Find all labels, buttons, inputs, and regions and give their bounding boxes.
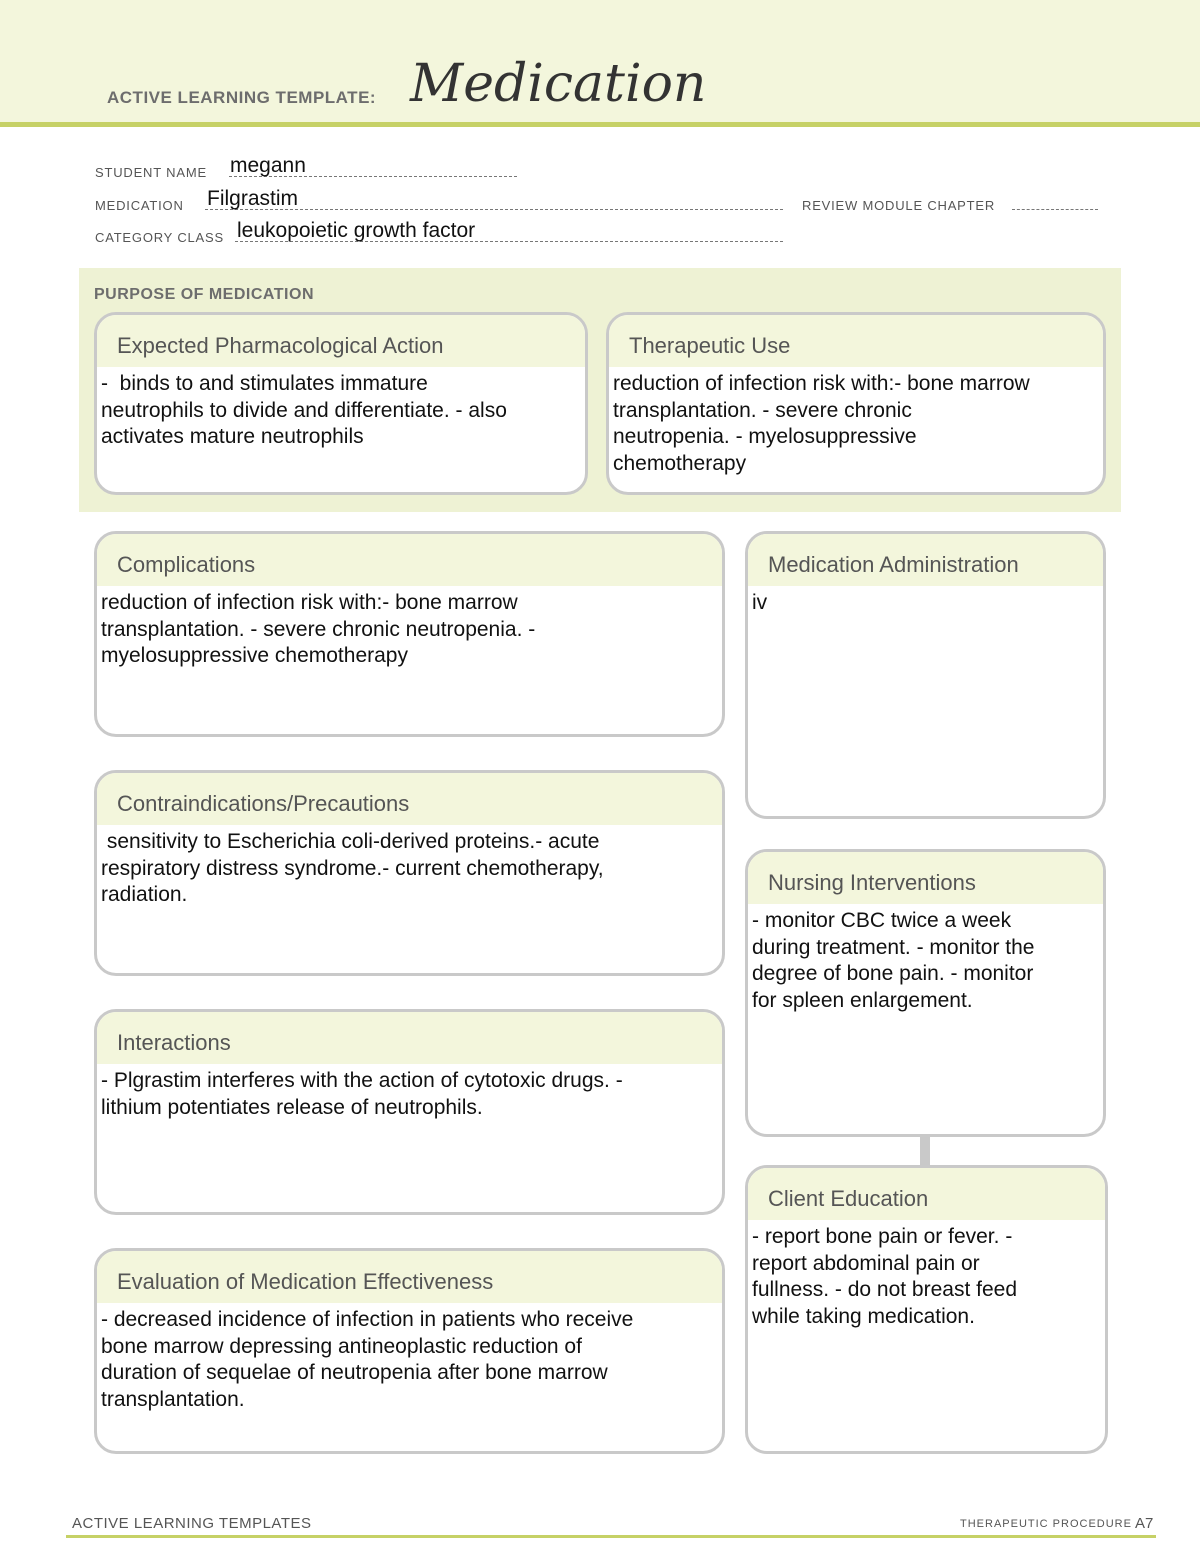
review-module-label: REVIEW MODULE CHAPTER [802,198,996,213]
interactions-box[interactable] [94,1009,725,1215]
nursing-interventions-text: - monitor CBC twice a week during treatment. - monitor the degree of bone pain. - monitor for spleen enlargement. [752,909,1035,1012]
page-title: Medication [410,54,707,114]
therapeutic-use-text: reduction of infection risk with:- bone marrow transplantation. - severe chronic neutropenia. - myelosuppressive chemotherapy [613,372,1030,475]
interactions-text: - Plgrastim interferes with the action of cytotoxic drugs. - lithium potentiates release of neutrophils. [101,1069,623,1119]
administration-text: iv [752,591,768,614]
therapeutic-use-title: Therapeutic Use [609,315,1103,367]
contraindications-title: Contraindications/Precautions [97,773,722,825]
expected-action-box[interactable] [94,312,588,495]
administration-title: Medication Administration [748,534,1103,586]
expected-action-title: Expected Pharmacological Action [97,315,585,367]
footer-divider [66,1535,1156,1538]
interactions-title: Interactions [97,1012,722,1064]
evaluation-text: - decreased incidence of infection in patients who receive bone marrow depressing antineoplastic reduction of duration of sequelae of neutropenia after bone marrow transplantation. [101,1308,634,1411]
student-name-value: megann [230,154,306,177]
review-module-line [1012,209,1098,210]
review-module-field[interactable] [802,193,1100,215]
therapeutic-use-box[interactable] [606,312,1106,495]
evaluation-title: Evaluation of Medication Effectiveness [97,1251,722,1303]
purpose-title: PURPOSE OF MEDICATION [94,286,314,303]
complications-box[interactable] [94,531,725,737]
medication-value: Filgrastim [207,187,299,210]
contraindications-text: sensitivity to Escherichia coli-derived proteins.- acute respiratory distress syndrome.- current chemotherapy, radiation. [101,830,604,906]
contraindications-box[interactable] [94,770,725,976]
evaluation-box[interactable] [94,1248,725,1454]
nursing-interventions-title: Nursing Interventions [748,852,1103,904]
medication-label: MEDICATION [95,198,184,213]
page-number: A7 [1135,1515,1154,1532]
client-education-title: Client Education [748,1168,1105,1220]
student-name-label: STUDENT NAME [95,165,207,180]
client-education-text: - report bone pain or fever. - report abdominal pain or fullness. - do not breast feed while taking medication. [752,1225,1017,1328]
client-education-box[interactable] [745,1165,1108,1454]
footer-right-text: THERAPEUTIC PROCEDURE [960,1518,1132,1530]
expected-action-text: - binds to and stimulates immature neutrophils to divide and differentiate. - also activates mature neutrophils [101,372,507,448]
template-label: ACTIVE LEARNING TEMPLATE: [107,88,377,107]
category-class-field[interactable] [95,219,785,247]
header-divider [0,122,1200,127]
box-connector [920,1134,930,1166]
student-name-field[interactable] [95,154,520,182]
medication-field[interactable] [95,187,785,215]
complications-title: Complications [97,534,722,586]
footer-left-text: ACTIVE LEARNING TEMPLATES [72,1515,312,1532]
administration-box[interactable] [745,531,1106,819]
complications-text: reduction of infection risk with:- bone marrow transplantation. - severe chronic neutropenia. - myelosuppressive chemotherapy [101,591,536,667]
nursing-interventions-box[interactable] [745,849,1106,1137]
category-class-label: CATEGORY CLASS [95,230,224,245]
category-class-value: leukopoietic growth factor [237,219,476,242]
